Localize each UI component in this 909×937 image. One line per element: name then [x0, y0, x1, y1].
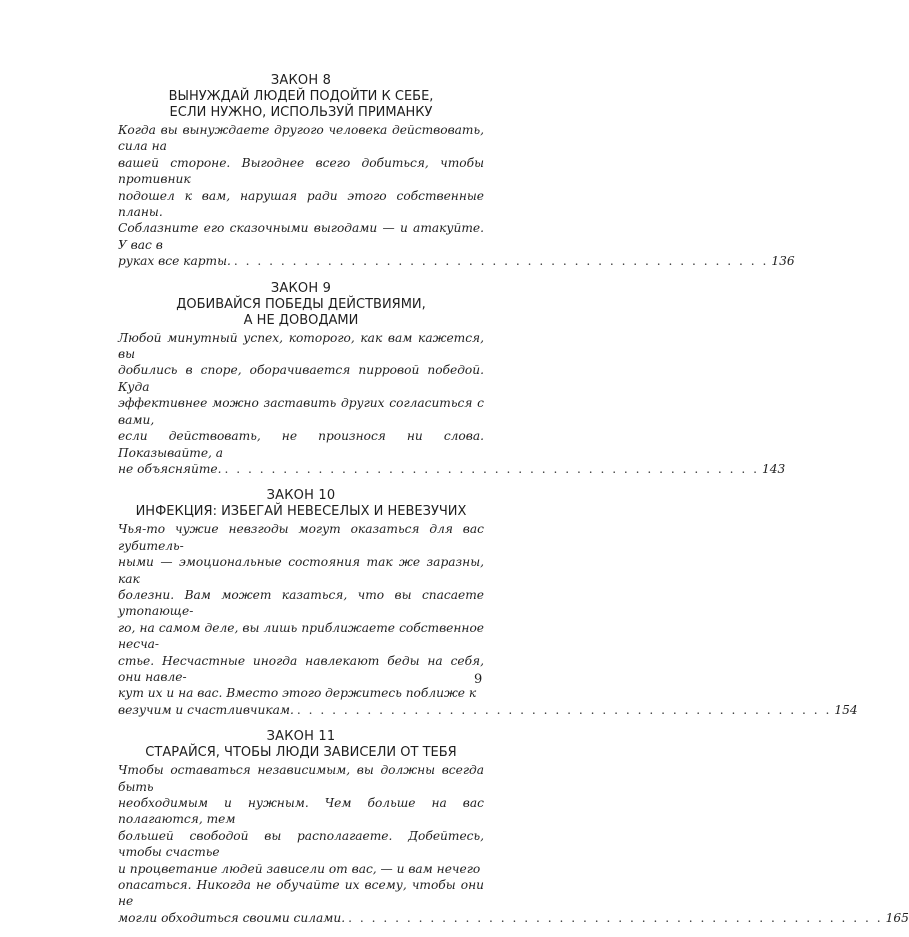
summary-line: Когда вы вынуждаете другого человека действовать, сила на [118, 123, 484, 154]
law-title-line: ДОБИВАЙСЯ ПОБЕДЫ ДЕЙСТВИЯМИ, [176, 296, 426, 312]
law-number: ЗАКОН 8 [270, 73, 332, 88]
table-of-contents [118, 73, 909, 937]
dot-leader: . . . . . . . . . . . . . . . . . . . . . . . . . . . . . . . . . . . . . . . . . . . . . . [296, 702, 832, 717]
toc-last-line[interactable] [118, 702, 858, 718]
summary-line: ными — эмоциональные состояния так же заразны, как [118, 555, 484, 586]
summary-line: и процветание людей зависели от вас, — и вам нечего [118, 861, 481, 876]
law-summary [118, 330, 786, 478]
summary-line: необходимым и нужным. Чем больше на вас полагаются, тем [118, 796, 484, 827]
dot-leader: . . . . . . . . . . . . . . . . . . . . . . . . . . . . . . . . . . . . . . . . . . . . . . [348, 910, 883, 925]
law-title [118, 504, 484, 520]
law-title-line: ЕСЛИ НУЖНО, ИСПОЛЬЗУЙ ПРИМАНКУ [169, 105, 433, 120]
page-reference[interactable]: 154 [834, 702, 858, 717]
law-title [118, 89, 484, 121]
law-summary [118, 762, 909, 926]
law-10-entry [118, 488, 858, 718]
law-9-entry [118, 280, 786, 478]
summary-line: эффективнее можно заставить других согласиться с вами, [118, 396, 484, 427]
page-reference[interactable]: 136 [771, 254, 795, 269]
page-reference[interactable]: 143 [762, 461, 786, 476]
summary-line: везучим и счастливчикам. [118, 702, 294, 717]
toc-last-line[interactable] [118, 461, 786, 477]
law-title [118, 297, 484, 329]
summary-line: Чтобы оставаться независимым, вы должны всегда быть [118, 763, 484, 794]
summary-line: если действовать, не произнося ни слова. Показывайте, а [118, 429, 484, 460]
law-title-line: ВЫНУЖДАЙ ЛЮДЕЙ ПОДОЙТИ К СЕБЕ, [168, 89, 434, 104]
page-number: 9 [474, 672, 483, 687]
summary-line: Соблазните его сказочными выгодами — и атакуйте. У вас в [118, 221, 484, 252]
summary-line: большей свободой вы располагаете. Добейтесь, чтобы счастье [118, 828, 484, 860]
summary-line: болезни. Вам может казаться, что вы спасаете утопающе- [118, 587, 484, 619]
law-8-entry [118, 73, 795, 270]
law-title [118, 745, 484, 761]
summary-line: го, на самом деле, вы лишь приближаете собственное несча- [118, 620, 484, 652]
dot-leader: . . . . . . . . . . . . . . . . . . . . . . . . . . . . . . . . . . . . . . . . . . . . . . [224, 461, 760, 476]
summary-line: опасаться. Никогда не обучайте их всему, чтобы они не [118, 878, 484, 909]
law-number: ЗАКОН 10 [266, 488, 336, 504]
law-number: ЗАКОН 11 [266, 729, 336, 745]
summary-line: Любой минутный успех, которого, как вам кажется, вы [118, 330, 484, 362]
summary-line: добились в споре, оборачивается пирровой победой. Куда [118, 363, 484, 394]
toc-last-line[interactable] [118, 910, 909, 926]
law-number: ЗАКОН 9 [270, 280, 332, 296]
toc-last-line[interactable] [118, 253, 795, 269]
summary-line: не объясняйте. [118, 461, 222, 476]
summary-line: могли обходиться своими силами. [118, 910, 346, 925]
law-title-line: А НЕ ДОВОДАМИ [243, 312, 359, 328]
summary-line: руках все карты. [118, 254, 231, 269]
law-summary [118, 122, 795, 270]
law-11-entry [118, 729, 909, 926]
law-summary [118, 521, 858, 718]
law-title-line: СТАРАЙСЯ, ЧТОБЫ ЛЮДИ ЗАВИСЕЛИ ОТ ТЕБЯ [145, 745, 457, 761]
summary-line: подошел к вам, нарушая ради этого собственные планы. [118, 188, 484, 220]
summary-line: вашей стороне. Выгоднее всего добиться, чтобы противник [118, 155, 484, 187]
page-reference[interactable]: 165 [885, 910, 909, 925]
summary-line: Чья-то чужие невзгоды могут оказаться для вас губитель- [118, 522, 484, 553]
dot-leader: . . . . . . . . . . . . . . . . . . . . . . . . . . . . . . . . . . . . . . . . . . . . . . [233, 254, 769, 269]
summary-line: стье. Несчастные иногда навлекают беды на себя, они навле- [118, 653, 484, 684]
summary-line: кут их и на вас. Вместо этого держитесь поближе к [118, 686, 477, 701]
law-title-line: ИНФЕКЦИЯ: ИЗБЕГАЙ НЕВЕСЕЛЫХ И НЕВЕЗУЧИХ [135, 504, 467, 520]
